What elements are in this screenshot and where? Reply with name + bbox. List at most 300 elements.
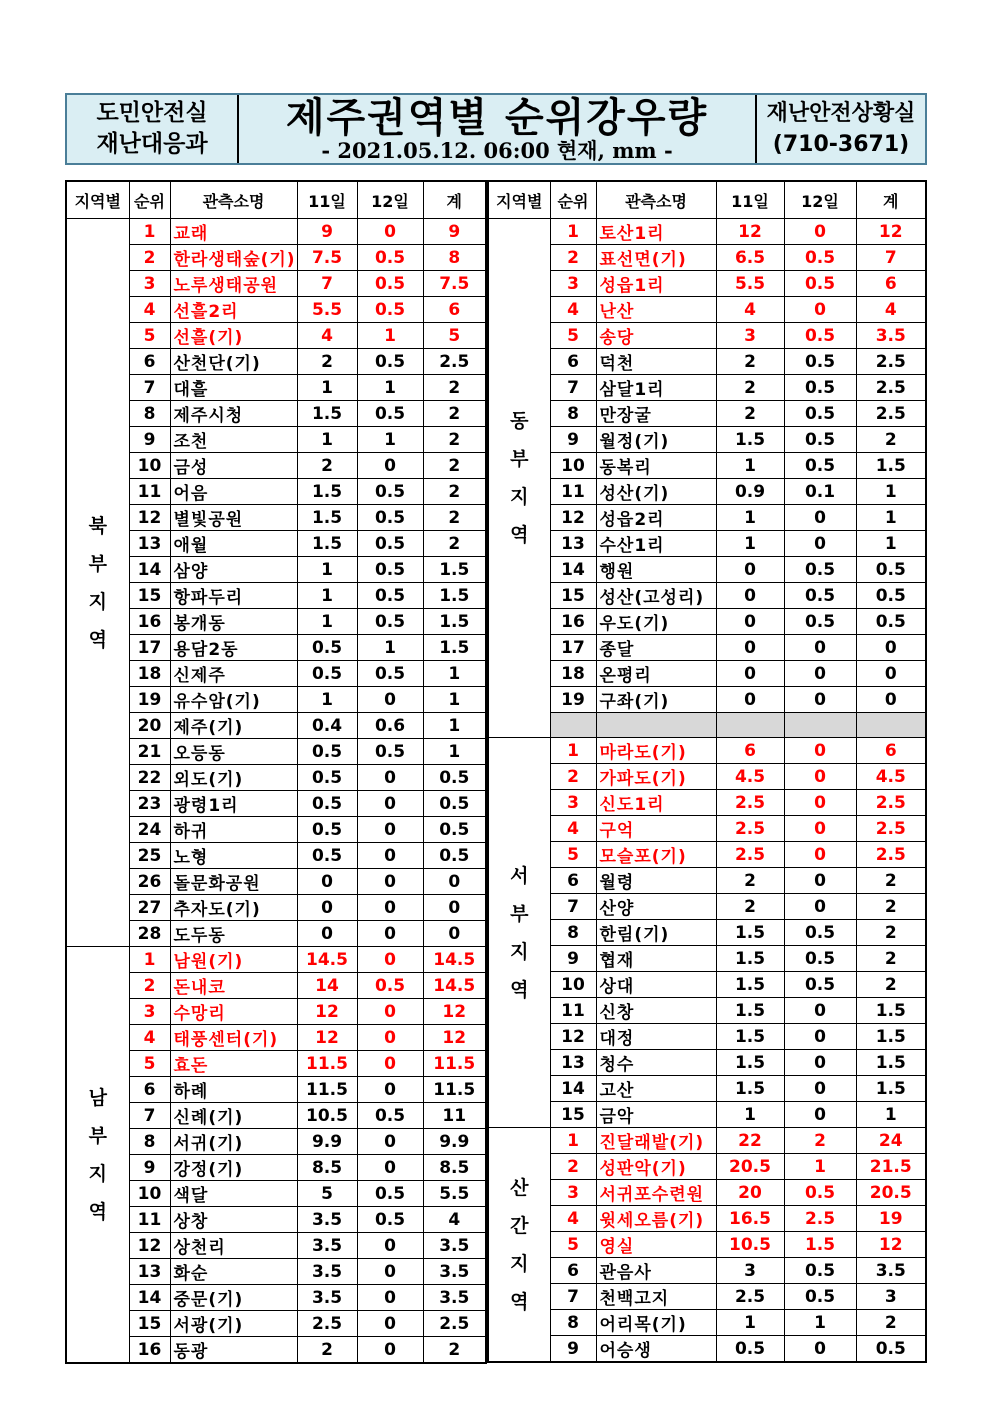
rank-cell: 6	[550, 1258, 596, 1284]
day11-value: 12	[297, 999, 357, 1025]
day11-value: 7.5	[297, 245, 357, 271]
total-value: 2.5	[856, 790, 926, 816]
rank-cell: 5	[129, 323, 170, 349]
table-row	[488, 479, 926, 505]
day12-value: 0.5	[357, 245, 423, 271]
total-value: 12	[423, 1025, 486, 1051]
day11-value: 0	[716, 609, 784, 635]
rank-cell: 1	[129, 947, 170, 973]
table-row	[66, 479, 486, 505]
day11-value: 2	[716, 375, 784, 401]
rank-cell: 17	[129, 635, 170, 661]
day12-value: 0	[357, 843, 423, 869]
rank-cell: 9	[550, 946, 596, 972]
rank-cell: 8	[550, 401, 596, 427]
rank-cell: 5	[550, 842, 596, 868]
station-name: 돈내코	[170, 973, 297, 999]
table-row	[66, 999, 486, 1025]
total-value: 6	[856, 738, 926, 764]
table-row	[66, 375, 486, 401]
total-value: 21.5	[856, 1154, 926, 1180]
day11-value: 12	[297, 1025, 357, 1051]
rank-cell: 9	[550, 1336, 596, 1363]
station-name: 모슬포(기)	[596, 842, 716, 868]
rank-cell: 14	[550, 1076, 596, 1102]
rank-cell: 23	[129, 791, 170, 817]
rank-cell: 7	[550, 1284, 596, 1310]
total-value: 2	[423, 401, 486, 427]
day12-value: 0	[357, 1259, 423, 1285]
total-value: 1.5	[856, 1024, 926, 1050]
rank-cell: 2	[550, 1154, 596, 1180]
day11-value: 2	[297, 1337, 357, 1364]
station-name: 애월	[170, 531, 297, 557]
day12-value: 0	[357, 1077, 423, 1103]
station-name: 성산(기)	[596, 479, 716, 505]
rank-cell: 11	[550, 998, 596, 1024]
station-name: 오등동	[170, 739, 297, 765]
rank-cell: 4	[129, 1025, 170, 1051]
blank-cell	[550, 713, 596, 738]
station-name: 성읍1리	[596, 271, 716, 297]
day11-value: 1	[716, 1102, 784, 1128]
station-name: 서귀포수련원	[596, 1180, 716, 1206]
station-name: 수망리	[170, 999, 297, 1025]
station-name: 만장굴	[596, 401, 716, 427]
total-value: 2	[423, 531, 486, 557]
station-name: 고산	[596, 1076, 716, 1102]
table-row	[66, 557, 486, 583]
table-row	[488, 531, 926, 557]
total-value: 1.5	[856, 1050, 926, 1076]
day11-value: 0.5	[716, 1336, 784, 1363]
day12-value: 0	[784, 531, 856, 557]
station-name: 노루생태공원	[170, 271, 297, 297]
total-value: 8.5	[423, 1155, 486, 1181]
table-row	[488, 245, 926, 271]
contact-line2: (710-3671)	[772, 132, 910, 157]
rank-cell: 1	[550, 1128, 596, 1154]
day11-value: 0.9	[716, 479, 784, 505]
station-name: 신제주	[170, 661, 297, 687]
table-row	[66, 1103, 486, 1129]
station-name: 하례	[170, 1077, 297, 1103]
day11-value: 1	[716, 505, 784, 531]
day12-value: 0.5	[357, 661, 423, 687]
station-name: 금성	[170, 453, 297, 479]
day12-value: 0	[784, 297, 856, 323]
station-name: 선흘(기)	[170, 323, 297, 349]
station-name: 제주시청	[170, 401, 297, 427]
station-name: 표선면(기)	[596, 245, 716, 271]
day11-value: 0	[716, 635, 784, 661]
total-value: 2	[856, 920, 926, 946]
day12-value: 2	[784, 1128, 856, 1154]
day12-value: 0.5	[357, 297, 423, 323]
rank-cell: 13	[129, 531, 170, 557]
total-value: 12	[423, 999, 486, 1025]
day12-value: 0.5	[784, 920, 856, 946]
day12-value: 0.5	[357, 739, 423, 765]
day11-value: 3.5	[297, 1259, 357, 1285]
day12-value: 0	[357, 1233, 423, 1259]
day11-value: 1	[716, 531, 784, 557]
rank-cell: 13	[129, 1259, 170, 1285]
table-row	[488, 297, 926, 323]
table-row	[488, 583, 926, 609]
total-value: 11.5	[423, 1051, 486, 1077]
table-row	[66, 297, 486, 323]
total-value: 2	[423, 427, 486, 453]
total-value: 3.5	[423, 1259, 486, 1285]
rank-cell: 7	[129, 375, 170, 401]
station-name: 봉개동	[170, 609, 297, 635]
rank-cell: 14	[129, 557, 170, 583]
table-row	[66, 765, 486, 791]
day12-value: 0	[784, 868, 856, 894]
header-day11: 11일	[297, 181, 357, 219]
rank-cell: 5	[129, 1051, 170, 1077]
day11-value: 2.5	[716, 790, 784, 816]
total-value: 1.5	[423, 635, 486, 661]
day11-value: 4	[716, 297, 784, 323]
day11-value: 12	[716, 219, 784, 245]
table-row	[66, 531, 486, 557]
rank-cell: 14	[550, 557, 596, 583]
day11-value: 1.5	[297, 401, 357, 427]
total-value: 1	[856, 1102, 926, 1128]
day11-value: 5.5	[716, 271, 784, 297]
station-name: 남원(기)	[170, 947, 297, 973]
rank-cell: 8	[129, 401, 170, 427]
day11-value: 22	[716, 1128, 784, 1154]
day12-value: 0	[784, 687, 856, 713]
rank-cell: 10	[550, 453, 596, 479]
rank-cell: 12	[550, 1024, 596, 1050]
table-row	[66, 661, 486, 687]
contact-box	[757, 95, 925, 163]
table-row	[488, 972, 926, 998]
table-row	[488, 1076, 926, 1102]
total-value: 6	[423, 297, 486, 323]
table-row	[66, 1207, 486, 1233]
rank-cell: 6	[550, 868, 596, 894]
header-region: 지역별	[66, 181, 129, 219]
day12-value: 0	[357, 1285, 423, 1311]
day12-value: 0.5	[357, 271, 423, 297]
day12-value: 0	[357, 999, 423, 1025]
station-name: 종달	[596, 635, 716, 661]
department-line1: 도민안전실	[96, 100, 208, 126]
rank-cell: 6	[129, 1077, 170, 1103]
table-row	[66, 817, 486, 843]
table-row	[488, 946, 926, 972]
total-value: 0	[423, 921, 486, 947]
day11-value: 1.5	[716, 1024, 784, 1050]
table-row	[66, 583, 486, 609]
day12-value: 0.5	[357, 557, 423, 583]
day11-value: 4	[297, 323, 357, 349]
total-value: 2	[423, 505, 486, 531]
total-value: 12	[856, 219, 926, 245]
station-name: 중문(기)	[170, 1285, 297, 1311]
page-title: 제주권역별 순위강우량	[285, 95, 709, 141]
table-row	[66, 1259, 486, 1285]
station-name: 유수암(기)	[170, 687, 297, 713]
table-row	[66, 947, 486, 973]
day11-value: 7	[297, 271, 357, 297]
station-name: 덕천	[596, 349, 716, 375]
contact-line1: 재난안전상황실	[766, 101, 916, 126]
station-name: 행원	[596, 557, 716, 583]
day12-value: 0	[357, 1025, 423, 1051]
total-value: 0.5	[423, 817, 486, 843]
table-row	[488, 1336, 926, 1363]
day12-value: 0	[357, 1311, 423, 1337]
blank-row	[488, 713, 926, 738]
total-value: 1.5	[423, 609, 486, 635]
day11-value: 16.5	[716, 1206, 784, 1232]
day12-value: 1	[784, 1310, 856, 1336]
table-row	[66, 1077, 486, 1103]
table-row	[488, 687, 926, 713]
station-name: 용담2동	[170, 635, 297, 661]
rank-cell: 27	[129, 895, 170, 921]
rank-cell: 7	[550, 375, 596, 401]
table-row	[66, 1155, 486, 1181]
day11-value: 1	[297, 609, 357, 635]
table-row	[488, 505, 926, 531]
day12-value: 0	[784, 1102, 856, 1128]
blank-cell	[784, 713, 856, 738]
day12-value: 0.5	[784, 245, 856, 271]
day11-value: 20.5	[716, 1154, 784, 1180]
day11-value: 0.5	[297, 817, 357, 843]
station-name: 산양	[596, 894, 716, 920]
total-value: 1	[423, 661, 486, 687]
day11-value: 1	[716, 453, 784, 479]
rank-cell: 2	[129, 245, 170, 271]
total-value: 0.5	[856, 557, 926, 583]
day11-value: 0.5	[297, 661, 357, 687]
station-name: 대정	[596, 1024, 716, 1050]
station-name: 서광(기)	[170, 1311, 297, 1337]
day12-value: 0	[784, 842, 856, 868]
day11-value: 3.5	[297, 1207, 357, 1233]
region-label: 산 간 지 역	[488, 1128, 550, 1363]
station-name: 마라도(기)	[596, 738, 716, 764]
day11-value: 0.5	[297, 635, 357, 661]
day12-value: 0.5	[784, 427, 856, 453]
station-name: 신례(기)	[170, 1103, 297, 1129]
day12-value: 0	[357, 921, 423, 947]
total-value: 3.5	[856, 323, 926, 349]
day12-value: 0	[357, 1155, 423, 1181]
rank-cell: 14	[129, 1285, 170, 1311]
day12-value: 0.5	[357, 1103, 423, 1129]
rank-cell: 2	[550, 764, 596, 790]
station-name: 대흘	[170, 375, 297, 401]
day11-value: 0	[716, 557, 784, 583]
rank-cell: 6	[129, 349, 170, 375]
region-label: 동 부 지 역	[488, 219, 550, 738]
day11-value: 2	[716, 868, 784, 894]
rank-cell: 3	[129, 271, 170, 297]
table-row	[66, 349, 486, 375]
day11-value: 2	[716, 401, 784, 427]
total-value: 2	[856, 427, 926, 453]
rank-cell: 21	[129, 739, 170, 765]
day12-value: 0.5	[357, 1181, 423, 1207]
station-name: 화순	[170, 1259, 297, 1285]
rank-cell: 10	[550, 972, 596, 998]
table-row	[488, 1180, 926, 1206]
rank-cell: 9	[129, 427, 170, 453]
total-value: 3.5	[423, 1233, 486, 1259]
total-value: 3.5	[423, 1285, 486, 1311]
station-name: 동광	[170, 1337, 297, 1364]
table-row	[488, 1258, 926, 1284]
rank-cell: 5	[550, 1232, 596, 1258]
total-value: 0.5	[856, 583, 926, 609]
rank-cell: 16	[550, 609, 596, 635]
total-value: 2	[423, 1337, 486, 1364]
rank-cell: 19	[550, 687, 596, 713]
station-name: 도두동	[170, 921, 297, 947]
day11-value: 1	[297, 687, 357, 713]
day12-value: 0	[784, 505, 856, 531]
station-name: 토산1리	[596, 219, 716, 245]
total-value: 14.5	[423, 947, 486, 973]
rank-cell: 4	[550, 1206, 596, 1232]
day12-value: 0	[357, 1129, 423, 1155]
total-value: 7.5	[423, 271, 486, 297]
rank-cell: 24	[129, 817, 170, 843]
table-row	[66, 1129, 486, 1155]
title-box	[237, 95, 757, 163]
total-value: 1	[423, 687, 486, 713]
day11-value: 11.5	[297, 1051, 357, 1077]
day11-value: 1.5	[716, 920, 784, 946]
day11-value: 2.5	[716, 816, 784, 842]
day11-value: 1.5	[297, 531, 357, 557]
station-name: 우도(기)	[596, 609, 716, 635]
day11-value: 0	[716, 687, 784, 713]
day12-value: 0.5	[784, 557, 856, 583]
station-name: 서귀(기)	[170, 1129, 297, 1155]
rank-cell: 3	[550, 271, 596, 297]
total-value: 4	[423, 1207, 486, 1233]
rank-cell: 12	[550, 505, 596, 531]
station-name: 수산1리	[596, 531, 716, 557]
day12-value: 2.5	[784, 1206, 856, 1232]
rank-cell: 8	[550, 920, 596, 946]
day11-value: 1.5	[716, 1076, 784, 1102]
station-name: 성산(고성리)	[596, 583, 716, 609]
rank-cell: 1	[129, 219, 170, 245]
table-row	[488, 1050, 926, 1076]
rank-cell: 10	[129, 1181, 170, 1207]
station-name: 조천	[170, 427, 297, 453]
table-row	[488, 401, 926, 427]
day11-value: 0.4	[297, 713, 357, 739]
day12-value: 0	[784, 738, 856, 764]
total-value: 2.5	[423, 349, 486, 375]
table-row	[488, 1232, 926, 1258]
day12-value: 1	[357, 635, 423, 661]
table-header-row	[488, 181, 926, 219]
table-header-row	[66, 181, 486, 219]
day11-value: 2.5	[297, 1311, 357, 1337]
day12-value: 0	[784, 816, 856, 842]
day12-value: 0.5	[357, 401, 423, 427]
day11-value: 1	[716, 1310, 784, 1336]
station-name: 제주(기)	[170, 713, 297, 739]
station-name: 삼달1리	[596, 375, 716, 401]
table-row	[488, 1102, 926, 1128]
day11-value: 1.5	[297, 505, 357, 531]
station-name: 성판악(기)	[596, 1154, 716, 1180]
day12-value: 0.5	[357, 583, 423, 609]
page-subtitle: - 2021.05.12. 06:00 현재, mm -	[321, 138, 673, 163]
rank-cell: 15	[129, 1311, 170, 1337]
station-name: 신창	[596, 998, 716, 1024]
total-value: 0.5	[856, 1336, 926, 1363]
day12-value: 0.5	[784, 583, 856, 609]
total-value: 1	[856, 531, 926, 557]
station-name: 상대	[596, 972, 716, 998]
rank-cell: 10	[129, 453, 170, 479]
rank-cell: 11	[129, 479, 170, 505]
day11-value: 10.5	[716, 1232, 784, 1258]
rank-cell: 1	[550, 738, 596, 764]
rank-cell: 7	[550, 894, 596, 920]
station-name: 색달	[170, 1181, 297, 1207]
header-day12: 12일	[357, 181, 423, 219]
rank-cell: 18	[550, 661, 596, 687]
day12-value: 0	[357, 219, 423, 245]
station-name: 어리목(기)	[596, 1310, 716, 1336]
table-row	[66, 401, 486, 427]
left-table-body	[66, 219, 486, 1364]
rank-cell: 8	[550, 1310, 596, 1336]
total-value: 0.5	[423, 791, 486, 817]
total-value: 1	[856, 505, 926, 531]
rank-cell: 26	[129, 869, 170, 895]
table-row	[66, 921, 486, 947]
blank-cell	[716, 713, 784, 738]
day12-value: 0.5	[357, 349, 423, 375]
day11-value: 3	[716, 323, 784, 349]
day11-value: 6.5	[716, 245, 784, 271]
total-value: 9.9	[423, 1129, 486, 1155]
day12-value: 0	[784, 998, 856, 1024]
day11-value: 0.5	[297, 739, 357, 765]
table-row	[488, 1310, 926, 1336]
rank-cell: 3	[129, 999, 170, 1025]
day11-value: 3.5	[297, 1285, 357, 1311]
day12-value: 0	[357, 453, 423, 479]
day11-value: 0	[297, 921, 357, 947]
table-row	[66, 1285, 486, 1311]
day11-value: 5	[297, 1181, 357, 1207]
station-name: 별빛공원	[170, 505, 297, 531]
rank-cell: 20	[129, 713, 170, 739]
right-rainfall-table	[487, 180, 927, 1363]
total-value: 19	[856, 1206, 926, 1232]
day12-value: 0.5	[784, 453, 856, 479]
table-row	[488, 790, 926, 816]
